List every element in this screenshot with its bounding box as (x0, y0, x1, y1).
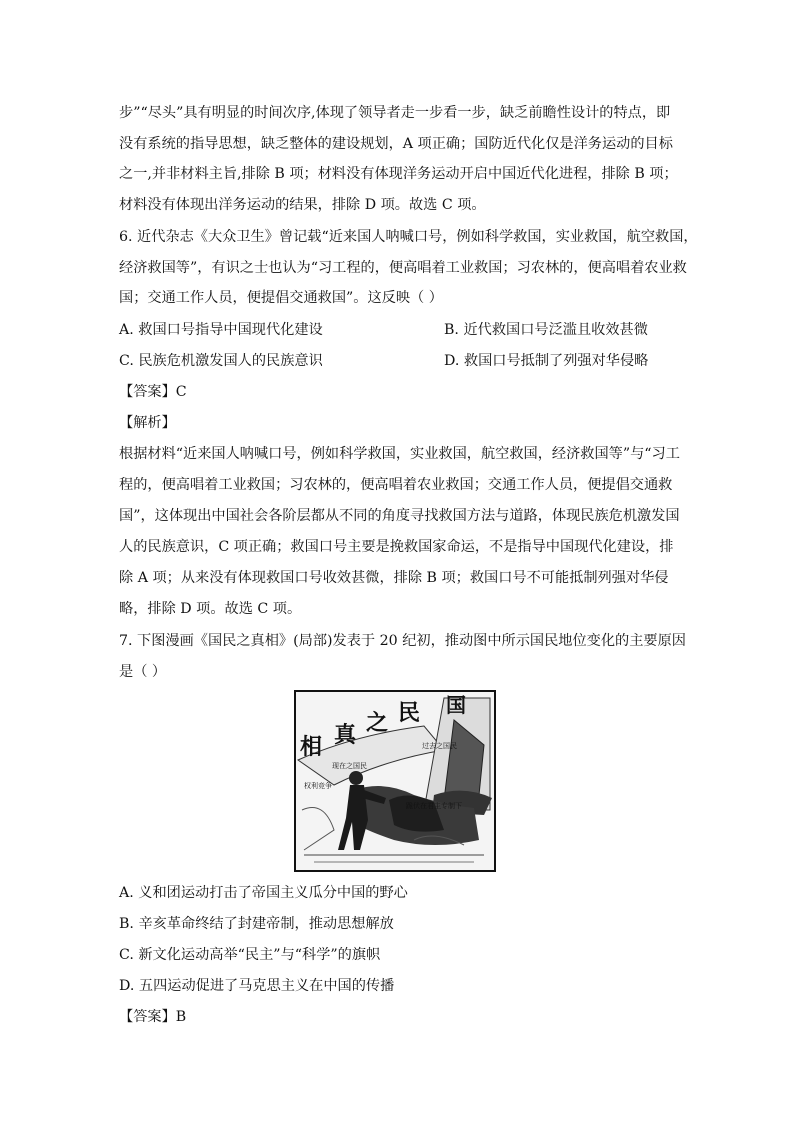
analysis-text-line: 除 A 项；从来没有体现救国口号收效甚微，排除 B 项；救国口号不可能抵制列强对华侵 (119, 570, 669, 586)
cartoon-label-under: 跪伏在君主专制下 (406, 802, 462, 810)
analysis-text-line: 略，排除 D 项。故选 C 项。 (119, 601, 302, 617)
answer-label: 【答案】C (119, 384, 187, 400)
analysis-text-line: 之一,并非材料主旨,排除 B 项；材料没有体现洋务运动开启中国近代化进程，排除 B 项； (119, 166, 678, 182)
answer-label: 【答案】B (119, 1009, 187, 1025)
cartoon-label-past: 过去之国民 (422, 742, 457, 750)
cartoon-title-char: 民 (398, 701, 421, 726)
cartoon-label-now: 现在之国民 (332, 762, 367, 770)
option-a: A. 义和团运动打击了帝国主义瓜分中国的野心 (119, 885, 408, 901)
cartoon-title-char: 相 (300, 735, 323, 760)
analysis-text-line: 步”“尽头”具有明显的时间次序,体现了领导者走一步看一步，缺乏前瞻性设计的特点，即 (119, 105, 671, 121)
cartoon-title-char: 之 (366, 711, 389, 736)
analysis-text-line: 根据材料“近来国人呐喊口号，例如科学救国，实业救国，航空救国，经济救国等”与“习工 (119, 446, 680, 462)
option-a: A. 救国口号指导中国现代化建设 (119, 322, 323, 338)
analysis-text-line: 人的民族意识，C 项正确；救国口号主要是挽救国家命运，不是指导中国现代化建设，排 (119, 539, 674, 555)
option-c: C. 新文化运动高举“民主”与“科学”的旗帜 (119, 947, 381, 963)
question-6-stem: 国；交通工作人员，便提倡交通救国”。这反映（ ） (119, 290, 443, 306)
analysis-text-line: 程的，便高唱着工业救国；习农林的，便高唱着农业救国；交通工作人员，便提倡交通救 (119, 477, 673, 493)
option-b: B. 辛亥革命终结了封建帝制，推动思想解放 (119, 916, 394, 932)
question-6-stem: 经济救国等”，有识之士也认为“习工程的，便高唱着工业救国；习农林的，便高唱着农业救 (119, 260, 687, 276)
cartoon-image (294, 690, 496, 872)
question-7-stem: 7. 下图漫画《国民之真相》(局部)发表于 20 纪初，推动图中所示国民地位变化的主要原因 (119, 633, 686, 649)
cartoon-title-char: 国 (446, 693, 466, 717)
option-c: C. 民族危机激发国人的民族意识 (119, 353, 323, 369)
question-7-stem: 是（ ） (119, 664, 167, 680)
analysis-heading: 【解析】 (119, 415, 176, 431)
option-d: D. 五四运动促进了马克思主义在中国的传播 (119, 978, 395, 994)
option-b: B. 近代救国口号泛滥且收效甚微 (444, 322, 648, 338)
cartoon-title-char: 真 (334, 723, 357, 748)
analysis-text-line: 没有系统的指导思想，缺乏整体的建设规划，A 项正确；国防近代化仅是洋务运动的目标 (119, 136, 673, 152)
analysis-text-line: 国”，这体现出中国社会各阶层都从不同的角度寻找救国方法与道路，体现民族危机激发国 (119, 508, 680, 524)
option-d: D. 救国口号抵制了列强对华侵略 (444, 353, 649, 369)
analysis-text-line: 材料没有体现出洋务运动的结果，排除 D 项。故选 C 项。 (119, 197, 486, 213)
cartoon-label-rights: 权利竞争 (304, 782, 332, 790)
question-6-stem: 6. 近代杂志《大众卫生》曾记载“近来国人呐喊口号，例如科学救国，实业救国，航空救国， (119, 229, 698, 245)
